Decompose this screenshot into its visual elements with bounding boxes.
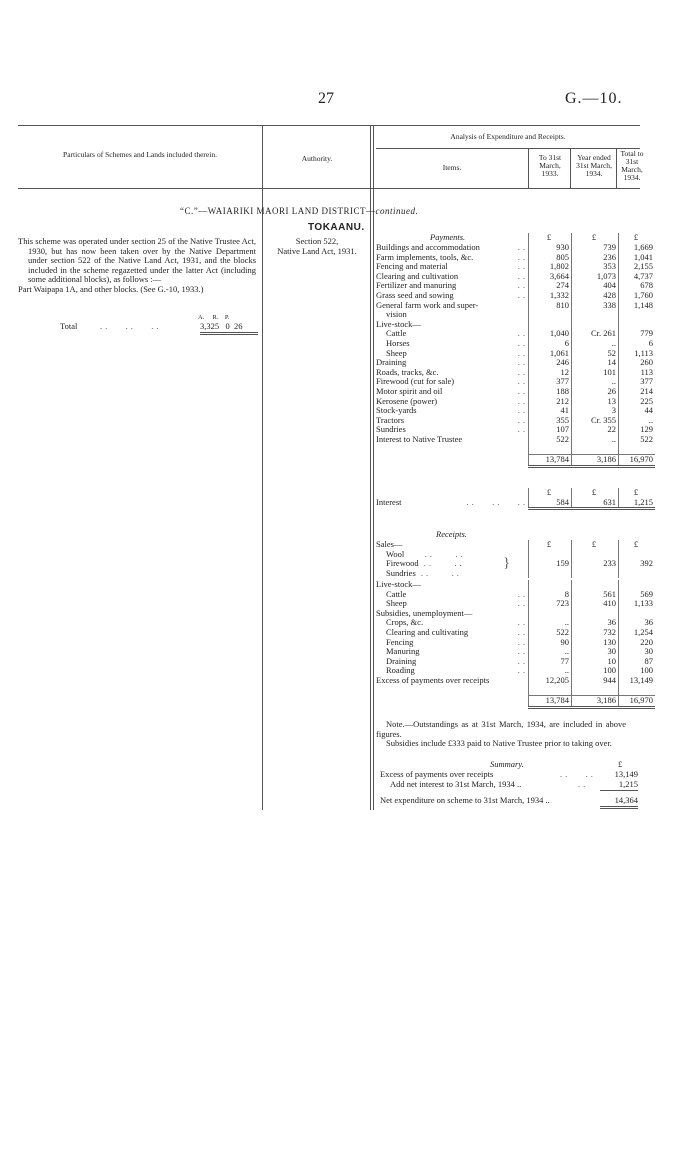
summary-interest-dots: .. <box>578 779 589 789</box>
sales-item-firewood: Firewood .. .. } 159 233 392 <box>386 556 653 572</box>
row-value-c2: 10 <box>572 657 619 667</box>
row-value-c2: 944 <box>572 676 619 686</box>
total-value-c1: 13,784 <box>529 455 572 467</box>
row-value-c3: 377 <box>619 377 656 387</box>
row-value-c3: 44 <box>619 406 656 416</box>
row-value-c3: 2,155 <box>619 262 656 272</box>
row-value-c1: 77 <box>529 657 572 667</box>
payments-rows <box>376 243 655 468</box>
row-value-c2: 36 <box>572 618 619 628</box>
row-value-c1: .. <box>529 647 572 657</box>
row-value-c1: 6 <box>529 339 572 349</box>
row-item: Clearing and cultivation .. <box>376 270 528 281</box>
row-value-c3: 100 <box>619 666 656 676</box>
row-item: Buildings and accommodation .. <box>376 242 528 252</box>
row-value-c2: 100 <box>572 666 619 676</box>
row-value-c1: 810 <box>529 301 572 311</box>
row-value-c1: 8 <box>529 590 572 600</box>
header-analysis: Analysis of Expenditure and Receipts. <box>450 132 566 141</box>
receipts-heading: Receipts. <box>436 529 467 539</box>
payments-heading: Payments. <box>430 232 466 242</box>
row-item: Live-stock— <box>376 318 421 329</box>
note-outstandings: Note.—Outstandings as at 31st March, 1934, are included in above figures. <box>376 719 626 739</box>
table-row <box>376 676 655 686</box>
table-row <box>376 301 655 311</box>
summary-net-label: Net expenditure on scheme to 31st March, 1934 .. <box>380 795 550 805</box>
row-value-c2: 3 <box>572 406 619 416</box>
row-value-c2: 130 <box>572 638 619 648</box>
summary-heading: Summary. <box>490 759 524 769</box>
row-value-c2: Cr. 355 <box>572 416 619 426</box>
interest-row: Interest .. .. .. 584 631 1,215 <box>376 496 653 508</box>
row-value-c2: 101 <box>572 368 619 378</box>
column-divider-1 <box>262 125 263 810</box>
row-value-c3: 36 <box>619 618 656 628</box>
authority-text: Section 522, Native Land Act, 1931. <box>277 236 357 256</box>
page-number: 27 <box>318 90 334 107</box>
row-value-c3: 522 <box>619 435 656 445</box>
total-label: Total <box>60 321 78 331</box>
row-item: Tractors .. <box>376 414 528 425</box>
row-item: Fencing and material .. <box>376 261 528 272</box>
header-particulars: Particulars of Schemes and Lands included therein. <box>63 150 217 159</box>
row-item: vision <box>386 309 407 320</box>
row-value-c1: 930 <box>529 243 572 253</box>
row-value-c3: 13,149 <box>619 676 656 686</box>
row-value-c3: 113 <box>619 368 656 378</box>
row-value-c2: 739 <box>572 243 619 253</box>
total-value-c1: 13,784 <box>529 696 572 708</box>
row-item: Sheep .. <box>386 598 528 609</box>
row-item: Farm implements, tools, &c. .. <box>376 251 528 262</box>
row-item: Cattle .. <box>386 588 528 599</box>
row-value-c2: .. <box>572 435 619 445</box>
row-value-c3: 569 <box>619 590 656 600</box>
row-value-c3: 4,737 <box>619 272 656 282</box>
row-value-c3 <box>619 310 656 320</box>
sales-item-wool: Wool .. .. <box>376 550 655 560</box>
row-item: Subsidies, unemployment— <box>376 607 473 618</box>
sales-item-sundries: Sundries .. .. <box>376 569 655 579</box>
row-value-c2: 26 <box>572 387 619 397</box>
particulars-text <box>18 237 256 295</box>
row-item: Grass seed and sowing .. <box>376 289 528 300</box>
row-item: Draining .. <box>376 357 528 368</box>
total-dots: .. .. .. <box>100 321 162 331</box>
row-item: Fencing .. <box>386 636 528 647</box>
row-value-c3: 1,113 <box>619 349 656 359</box>
row-item: Stock-yards .. <box>376 405 528 416</box>
document-reference: G.—10. <box>565 90 623 107</box>
note-subsidies: Subsidies include £333 paid to Native Trustee prior to taking over. <box>386 738 612 749</box>
row-item: Roading .. <box>386 665 528 676</box>
total-value-c3: 16,970 <box>619 696 656 708</box>
receipts-rows <box>376 580 655 709</box>
row-item: Excess of payments over receipts <box>376 674 490 685</box>
row-value-c2: 22 <box>572 425 619 435</box>
row-value-c2: 428 <box>572 291 619 301</box>
row-value-c1: 522 <box>529 435 572 445</box>
row-value-c1: 107 <box>529 425 572 435</box>
row-value-c1: 1,802 <box>529 262 572 272</box>
row-value-c2: .. <box>572 377 619 387</box>
row-item: Roads, tracks, &c. .. <box>376 366 528 377</box>
total-value-c2: 3,186 <box>572 696 619 708</box>
row-item: Horses .. <box>386 337 528 348</box>
row-value-c1: .. <box>529 618 572 628</box>
receipts-sales-table <box>376 540 655 578</box>
table-row <box>376 435 655 445</box>
header-authority: Authority. <box>301 154 333 163</box>
row-value-c3: 225 <box>619 397 656 407</box>
row-value-c1 <box>529 310 572 320</box>
row-value-c3: 678 <box>619 281 656 291</box>
header-divider-c1 <box>528 148 529 188</box>
row-value-c2: 732 <box>572 628 619 638</box>
header-c1: To 31st March, 1933. <box>538 153 562 178</box>
sales-label-row: Sales— £ £ £ <box>376 540 655 550</box>
row-value-c2: 236 <box>572 253 619 263</box>
row-item: Sheep .. <box>386 347 528 358</box>
row-item: Manuring .. <box>386 646 528 657</box>
row-value-c2: 404 <box>572 281 619 291</box>
particulars-blocks: Part Waipapa 1A, and other blocks. (See G.-10, 1933.) <box>18 283 204 294</box>
summary-excess-value: 13,149 <box>614 769 638 779</box>
summary-excess-label: Excess of payments over receipts <box>380 769 494 779</box>
scheme-title: TOKAANU. <box>308 222 365 233</box>
row-item: Kerosene (power) .. <box>376 395 528 406</box>
row-item: Live-stock— <box>376 579 421 589</box>
row-item: Draining .. <box>386 655 528 666</box>
column-divider-2b <box>373 125 374 810</box>
row-value-c3: 129 <box>619 425 656 435</box>
row-item: Crops, &c. .. <box>386 617 528 628</box>
row-value-c2: 353 <box>572 262 619 272</box>
summary-currency: £ <box>618 759 623 769</box>
row-item: Clearing and cultivating .. <box>386 626 528 637</box>
row-value-c1: .. <box>529 666 572 676</box>
header-divider-c2 <box>570 148 571 188</box>
row-value-c2: 1,073 <box>572 272 619 282</box>
total-value-c2: 3,186 <box>572 455 619 467</box>
row-item: Firewood (cut for sale) .. <box>376 376 528 387</box>
column-divider-2 <box>370 125 371 810</box>
total-row <box>376 455 655 467</box>
row-value-c2: .. <box>572 339 619 349</box>
row-value-c1: 188 <box>529 387 572 397</box>
row-item: Fertilizer and manuring .. <box>376 280 528 291</box>
header-bottom-rule <box>18 188 640 189</box>
row-value-c1: 1,332 <box>529 291 572 301</box>
summary-net-value: 14,364 <box>600 796 638 809</box>
row-value-c3: 1,041 <box>619 253 656 263</box>
header-items: Items. <box>442 163 462 172</box>
row-value-c1: 355 <box>529 416 572 426</box>
row-value-c1: 723 <box>529 599 572 609</box>
row-value-c2: Cr. 261 <box>572 329 619 339</box>
row-value-c3: 1,254 <box>619 628 656 638</box>
row-value-c1: 1,040 <box>529 329 572 339</box>
summary-interest-value: 1,215 <box>600 780 638 791</box>
row-value-c1: 3,664 <box>529 272 572 282</box>
row-item: General farm work and super- <box>376 299 479 310</box>
row-value-c1: 246 <box>529 358 572 368</box>
total-row <box>376 696 655 708</box>
row-value-c3: 30 <box>619 647 656 657</box>
spacer-row <box>376 686 655 696</box>
interest-table <box>376 488 655 510</box>
row-value-c1: 377 <box>529 377 572 387</box>
spacer-row <box>376 444 655 454</box>
row-value-c3: 260 <box>619 358 656 368</box>
row-value-c3: 6 <box>619 339 656 349</box>
row-item: Interest to Native Trustee <box>376 433 463 444</box>
header-c3: Total to 31st March, 1934. <box>620 149 644 182</box>
row-value-c3: .. <box>619 416 656 426</box>
particulars-description: This scheme was operated under section 25 of the Native Trustee Act, 1930, but has now been taken over by the Native Department under section 522 of the Native Land Act, 1931, and the blocks included in the scheme regazetted under the latter Act (including some additional blocks), as follows :— <box>18 236 256 285</box>
row-value-c2: 30 <box>572 647 619 657</box>
row-value-c1: 90 <box>529 638 572 648</box>
row-value-c3: 1,133 <box>619 599 656 609</box>
row-value-c2 <box>572 310 619 320</box>
row-value-c3: 779 <box>619 329 656 339</box>
row-value-c3: 1,148 <box>619 301 656 311</box>
total-value-c3: 16,970 <box>619 455 656 467</box>
row-value-c3: 220 <box>619 638 656 648</box>
row-value-c1: 212 <box>529 397 572 407</box>
row-value-c2: 52 <box>572 349 619 359</box>
row-value-c2: 338 <box>572 301 619 311</box>
header-c2: Year ended 31st March, 1934. <box>576 153 612 178</box>
analysis-rule <box>376 148 640 149</box>
district-title: “C.”—WAIARIKI MAORI LAND DISTRICT—continued. <box>180 206 419 216</box>
area-units: A. R. P. <box>198 314 230 321</box>
row-value-c3: 1,760 <box>619 291 656 301</box>
row-value-c1: 274 <box>529 281 572 291</box>
row-value-c2: 410 <box>572 599 619 609</box>
row-value-c2: 561 <box>572 590 619 600</box>
header-top-rule <box>18 125 640 126</box>
total-area: 3,325 0 26 <box>200 322 258 335</box>
summary-interest-label: Add net interest to 31st March, 1934 .. <box>390 779 522 789</box>
summary-excess-dots: .. .. <box>560 769 596 779</box>
interest-currency-row: £ £ £ <box>376 488 655 498</box>
row-item: Cattle .. <box>386 328 528 339</box>
row-value-c1: 41 <box>529 406 572 416</box>
row-value-c2: 13 <box>572 397 619 407</box>
row-value-c1: 522 <box>529 628 572 638</box>
row-value-c3: 1,669 <box>619 243 656 253</box>
row-value-c2: 14 <box>572 358 619 368</box>
row-value-c3: 214 <box>619 387 656 397</box>
note-text <box>376 720 626 749</box>
row-value-c3: 87 <box>619 657 656 667</box>
row-item: Motor spirit and oil .. <box>376 385 528 396</box>
row-value-c1: 805 <box>529 253 572 263</box>
header-divider-c3 <box>616 148 617 188</box>
currency-row: £ £ £ <box>376 233 655 243</box>
row-value-c1: 12 <box>529 368 572 378</box>
row-value-c1: 12,205 <box>529 676 572 686</box>
row-value-c1: 1,061 <box>529 349 572 359</box>
row-item: Sundries .. <box>376 424 528 435</box>
